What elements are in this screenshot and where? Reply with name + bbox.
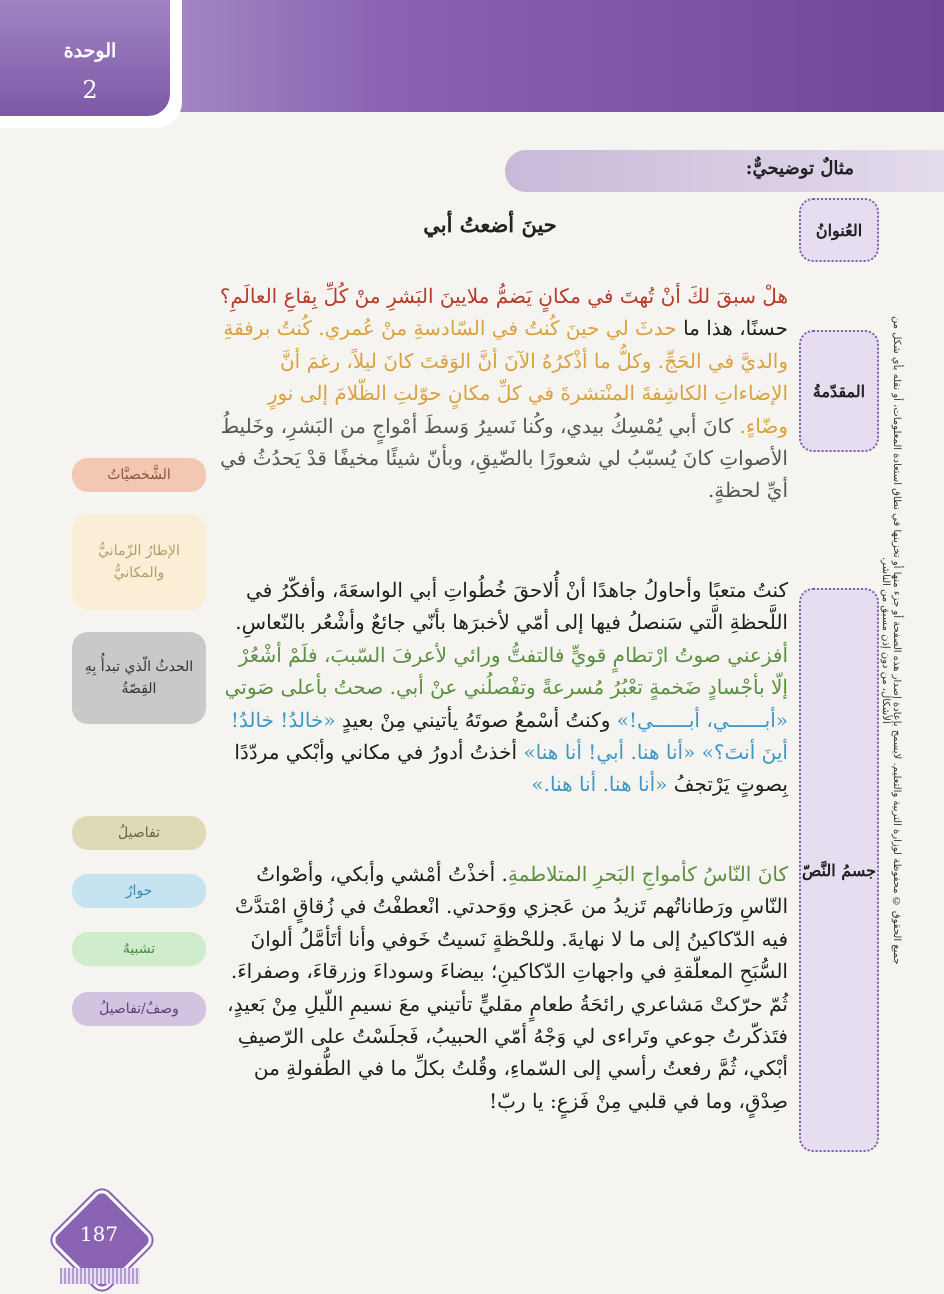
tag-time-place: الإطارُ الزّمانيُّ والمكانيُّ bbox=[72, 514, 206, 610]
unit-number: 2 bbox=[82, 76, 98, 104]
p2-event-text: أفزعني صوتُ ارْتطامٍ قويٍّ فالتفتُّ ورائي لأعرفَ السّببَ، فلَمْ أشْعُرْ إلّا بأجْسادٍ ضَخمةٍ تعْبُرُ مُسرعةً وتفْصلُني عنْ أبي. صحتُ بأعلى صَوتي bbox=[224, 642, 788, 700]
p2-text-h: أخذتُ أدورُ في مكاني وأبْكي مردّدًا بِصوتٍ يَرْتجفُ bbox=[234, 739, 788, 797]
intro-frame-text: حدثَ لي حينَ كُنتُ في السّادسةِ منْ عُمري. كُنتُ برفقةِ والديَّ في الحَجِّ. وكلُّ ما أذْكرُهُ الآنَ أنَّ الوَقتَ كانَ ليلاً، رغمَ أنَّ الإضاءاتِ الكاشِفةَ المنْتشرةَ في كلِّ مكانٍ حوّلتِ الظّلامَ إلى نورٍ وضّاءٍ. bbox=[223, 316, 788, 438]
intro-characters-text: كانَ أبي يُمْسِكُ بيدي، وكُنا نَسيرُ وَسطَ أمْواجٍ من البَشرِ، وخَليطُ الأصواتِ كانَ يُسبّبُ لي شعورًا بالضّيقِ، وبأنّ شيئًا مخيفًا قدْ يَحدُثُ في أيِّ لحظةٍ. bbox=[220, 413, 788, 503]
p2-dialogue-3: «أنا هنا. أبي! أنا هنا» bbox=[523, 739, 696, 764]
p3-simile: كانَ النّاسُ كأمواجِ البَحرِ المتلاطمةِ bbox=[507, 862, 788, 886]
p2-text-a: كنتُ متعبًا وأحاولُ جاهدًا أنْ أُلاحقَ خُطُواتِ أبي الواسعَةَ، وأفكّرُ في اللَّحظةِ الَّتي سَنصلُ فيها إلى أمّي لأخبرَها بأنّي جائعٌ وأشْعُر بالنّعاسِ. bbox=[235, 578, 788, 635]
intro-question: هلْ سبقَ لكَ أنْ تُهتَ في مكانٍ يَضمُّ ملايينَ البَشرِ منْ كُلِّ بِقاعِ العالَمِ؟ bbox=[219, 284, 788, 308]
intro-paragraph bbox=[216, 280, 788, 507]
tag-opening-event: الحدثُ الّذي تبدأُ بِهِ القِصّةُ bbox=[72, 632, 206, 724]
story-title: حينَ أضعتُ أبي bbox=[423, 212, 557, 237]
label-body: جسمُ النَّصّ bbox=[799, 588, 879, 1152]
example-heading-band bbox=[505, 150, 944, 192]
tag-simile: تشبيهٌ bbox=[72, 932, 206, 966]
page-number: 187 bbox=[79, 1222, 119, 1246]
bottom-strip bbox=[60, 1268, 140, 1284]
tag-dialogue: حوارٌ bbox=[72, 874, 206, 908]
intro-text-a: حسنًا، هذا ما bbox=[676, 316, 788, 341]
copyright-notice: جميع الحقوق © محفوظة لوزارة التربية والتعليم. لايسمح بإعادة إصدار هذه الصفحة أو جزء منها أو تخزينها في نطاق استعادة المعلومات، أو نقله بأي شكل من الأشكال، من دون إذن مسبق من الناشر. bbox=[880, 315, 902, 965]
label-intro: المقدّمةُ bbox=[799, 330, 879, 452]
example-heading: مثالٌ توضيحيٌّ: bbox=[745, 158, 854, 179]
p3-text: . أخذْتُ أمْشي وأبكي، وأصْواتُ النّاسِ ورَطاناتُهم تَزيدُ من عَجزي ووَحدتي. انْعطفْتُ في زُقاقٍ امْتدَّتْ فيه الدّكاكينُ إلى ما لا نهايةَ. وللحْظةٍ نَسيتُ خَوفي وأنا أتَأمَّلُ ألوانَ السُّبَحِ المعلّقةِ في واجهاتِ الدّكاكينِ؛ بيضاءَ وسوداءَ وزرقاءَ، وصفراءَ. ثُمّ حرّكتْ مَشاعري رائحَةُ طعامٍ مقليٍّ تأتيني معَ نسيمِ اللّيلِ مِنْ بَعيدٍ، فتَذكّرتُ جوعي وتَراءى لي وَجْهُ أمّي الحبيبُ، فَجلَسْتُ على الرّصيفِ أبْكي، ثُمَّ رفعتُ رأسي إلى السّماءِ، وقُلتُ بكلِّ ما في الطُّفولةِ من صِدْقٍ، وما في قلبي مِنْ فَزعٍ: يا ربّ! bbox=[227, 862, 788, 1113]
body-paragraph-1 bbox=[216, 574, 788, 801]
unit-label: الوحدة bbox=[63, 40, 117, 62]
label-title: العُنوانُ bbox=[799, 198, 879, 262]
p2-text-d: وكنتُ أسْمعُ صوتَهُ يأتيني مِنْ بعيدٍ bbox=[335, 707, 617, 732]
p2-dialogue-2: «خالدُ! خالدُ! أينَ أنتَ؟» bbox=[230, 707, 788, 764]
body-paragraph-2 bbox=[216, 858, 788, 1117]
p2-dialogue-1: «أبــــــي، أبــــــي!» bbox=[616, 707, 788, 732]
tag-description: وصفٌ/تفاصيلُ bbox=[72, 992, 206, 1026]
tag-characters: الشَّخصيَّاتُ bbox=[72, 458, 206, 492]
tag-details: تفاصيلُ bbox=[72, 816, 206, 850]
unit-tab bbox=[0, 0, 182, 128]
p2-dialogue-4: «أنا هنا. أنا هنا.» bbox=[531, 772, 668, 797]
